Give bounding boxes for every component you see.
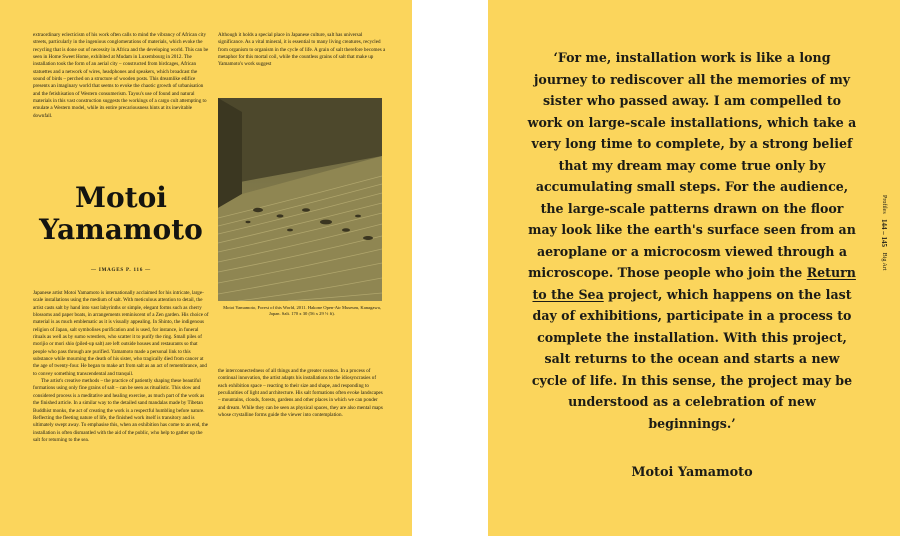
column-2-top [218,32,386,80]
photo-caption: Motoi Yamamoto, Forest of this World, 2011. Hakone Open-Air Museum, Kanagawa, Japan. Salt. 170 x 30 (56 x 29 ½ ft). [223,305,381,317]
salt-installation-illustration [218,98,382,301]
quote-attribution: Motoi Yamamoto [631,465,753,480]
right-page [488,0,900,536]
return-to-the-sea-link[interactable]: Return to the Sea [532,265,856,302]
column-1-bottom [33,290,209,510]
book-title: Big Art [881,252,887,271]
paragraph: Japanese artist Motoi Yamamoto is internationally acclaimed for his intricate, large-scale installations using the medium of salt. With meticulous attention to detail, the artist casts salt by hand into vast labyrinths or simple, elegant forms such as cherry blossoms and paper boats, in arrangements reminiscent of a Zen garden. His choice of material is as much emblematic as it is visually appealing. In Shinto, the indigenous religion of Japan, salt symbolises purification and is used, for instance, in funeral rituals as well as by sumo wrestlers, who scatter it to purify the ring. Small piles of morijio or mori shio (piled-up salt) are left outside houses and restaurants so that people who pass through are purified. Yamamoto made a personal link to this substance while mourning the death of his sister, who tragically died from cancer at the age of twenty-four. He began to make art from salt as an act of remembrance, and to convey something transcendental and tranquil. [33,290,209,377]
left-page [0,0,412,536]
section-name: Profiles [881,195,887,214]
installation-photo [218,98,382,301]
column-2-bottom [218,368,386,448]
left-wall [218,98,242,208]
pull-quote [525,47,859,434]
column-1-top [33,32,209,142]
paragraph: extraordinary eclecticism of his work often calls to mind the vibrancy of African city streets, particularly in the ingenious conglomerations of materials, which evoke the recycling that is done out of necessity in Africa and the developing world. This can be seen in Home Sweet Home, exhibited at Mudam in Luxembourg in 2012. The installation took the form of an aerial city – constructed from birdcages, African statuettes and a network of wires, headphones and speakers, which broadcast the sound of birds – perched on a structure of wooden posts. This dreamlike edifice presents an imaginary world that seems to evoke the chaotic growth of urbanisation and the fetishisation of Western consumerism. Tayou's use of found and natural materials in this vast construction suggests the workings of a cargo cult attempting to emulate a Western model, while its entire precariousness hints at its inevitable downfall. [33,32,209,119]
images-reference: — IMAGES P. 116 — [91,268,151,273]
paragraph: the interconnectedness of all things and the greater cosmos. In a process of continual innovation, the artist adapts his installations to the idiosyncrasies of each exhibition space – reacting to their size and shape, and responding to peculiarities of light and architecture. His salt formations often evoke landscapes – mountains, clouds, forests, gardens and other places in which we can ponder and dream. While they can be seen as physical spaces, they are also mental maps whose crystalline forms guide the viewer into contemplation. [218,368,383,419]
paragraph: Although it holds a special place in Japanese culture, salt has universal significance. As a vital mineral, it is essential to many living creatures, recycled from organism to organism in the cycle of life. A grain of salt therefore becomes a metaphor for this mortal coil, while the countless grains of salt that make up Yamamoto's work suggest [218,32,386,68]
paragraph: The artist's creative methods – the practice of patiently shaping these beautiful formations using only fine grains of salt – can be seen as ritualistic. This slow and considered process is a meditative and healing exercise, as much part of the work as the finished article. In a similar way to the detailed sand mandalas made by Tibetan Buddhist monks, the act of creating the work is a respectful humbling before nature. Reflecting the fleeting nature of life, the finished work itself is transitory and is ultimately swept away. To emphasise this, when an exhibition has come to an end, the installation is often dismantled with the aid of the public, who help to gather up the salt for returning to the sea. [33,378,209,443]
page-numbers: 144 – 145 [880,219,888,248]
quote-text: ‘For me, installation work is like a long journey to rediscover all the memories of my sister who passed away. I am compelled to work on large-scale installations, which take a very long time to complete, by a strong belief that my dream may come true only by accumulating small steps. For the audience, the large-scale patterns drawn on the floor may look like the earth's surface seen from an aeroplane or a microcosm viewed through a microscope. Those people who join the [527,50,857,280]
quote-text-end: project, which happens on the last day of exhibitions, participate in a process to complete the installation. With this project, salt returns to the ocean and starts a new cycle of life. In this sense, the project may be understood as a celebration of new beginnings.’ [531,286,853,431]
article-title: Motoi Yamamoto [39,181,203,246]
running-head [880,195,888,271]
